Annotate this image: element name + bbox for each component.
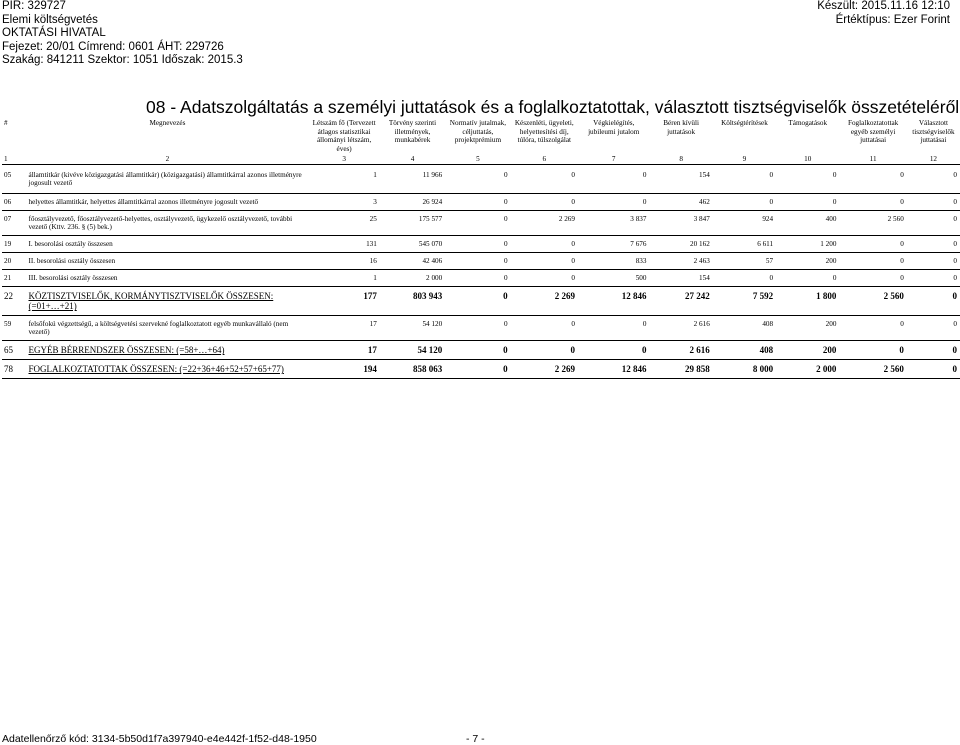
row-value: 0	[839, 165, 906, 194]
row-value: 200	[776, 316, 839, 341]
col-header: Végkielégítés, jubileumi jutalom	[588, 119, 640, 136]
row-id: 06	[2, 194, 27, 211]
col-header: Foglalkoztatottak egyéb személyi juttatásai	[847, 119, 899, 145]
row-id: 59	[2, 316, 27, 341]
row-value: 0	[907, 194, 960, 211]
row-name: KÖZTISZTVISELŐK, KORMÁNYTISZTVISELŐK ÖSSZESEN: (=01+…+21)	[27, 287, 309, 316]
col-number: 3	[308, 154, 379, 165]
row-value: 0	[445, 287, 510, 316]
header-left	[2, 0, 243, 68]
row-id: 20	[2, 253, 27, 270]
row-value: 27 242	[649, 287, 712, 316]
column-number-row	[2, 154, 960, 165]
row-id: 19	[2, 236, 27, 253]
row-value: 803 943	[380, 287, 445, 316]
row-value: 0	[839, 341, 906, 360]
report-table	[2, 118, 960, 379]
row-name: III. besorolási osztály összesen	[27, 270, 309, 287]
table-row	[2, 341, 960, 360]
row-value: 17	[308, 316, 379, 341]
row-value: 924	[713, 211, 776, 236]
col-number: 4	[380, 154, 445, 165]
row-value: 7 676	[578, 236, 649, 253]
row-value: 16	[308, 253, 379, 270]
row-value: 7 592	[713, 287, 776, 316]
col-header: Törvény szerinti illetmények, munkabérek	[388, 119, 437, 145]
table-row	[2, 165, 960, 194]
row-value: 0	[578, 316, 649, 341]
col-number: 8	[649, 154, 712, 165]
row-value: 0	[578, 194, 649, 211]
row-value: 0	[445, 360, 510, 379]
col-number: 9	[713, 154, 776, 165]
row-name: államtitkár (kivéve közigazgatási államtitkár) (közigazgatási) államtitkárral azonos illetményre jogosult vezető	[27, 165, 309, 194]
row-value: 0	[776, 270, 839, 287]
row-value: 2 000	[776, 360, 839, 379]
row-id: 65	[2, 341, 27, 360]
report-title: 08 - Adatszolgáltatás a személyi juttatások és a foglalkoztatottak, választott tisztségviselők összetételéről	[146, 97, 960, 117]
col-number: 10	[776, 154, 839, 165]
row-value: 1	[308, 270, 379, 287]
row-value: 0	[839, 253, 906, 270]
row-value: 131	[308, 236, 379, 253]
row-value: 11 966	[380, 165, 445, 194]
col-number: 11	[839, 154, 906, 165]
row-value: 12 846	[578, 360, 649, 379]
column-header-row	[2, 118, 960, 154]
table-row	[2, 360, 960, 379]
row-name: felsőfokú végzettségű, a költségvetési szervekné foglalkoztatott egyéb munkavállaló (nem vezető)	[27, 316, 309, 341]
row-value: 3	[308, 194, 379, 211]
budget-type: Elemi költségvetés	[2, 13, 98, 26]
row-value: 194	[308, 360, 379, 379]
row-value: 3 847	[649, 211, 712, 236]
table-row	[2, 194, 960, 211]
row-name: EGYÉB BÉRRENDSZER ÖSSZESEN: (=58+…+64)	[27, 341, 309, 360]
table-row	[2, 236, 960, 253]
table-row	[2, 287, 960, 316]
row-id: 07	[2, 211, 27, 236]
col-header: Támogatások	[788, 119, 828, 127]
row-value: 0	[511, 253, 578, 270]
sector-line: Szakág: 841211 Szektor: 1051 Időszak: 2015.3	[2, 54, 243, 67]
row-value: 0	[445, 165, 510, 194]
row-value: 0	[839, 194, 906, 211]
row-value: 0	[839, 236, 906, 253]
row-name: FOGLALKOZTATOTTAK ÖSSZESEN: (=22+36+46+52+57+65+77)	[27, 360, 309, 379]
row-value: 0	[445, 211, 510, 236]
row-value: 0	[907, 236, 960, 253]
row-value: 400	[776, 211, 839, 236]
row-value: 500	[578, 270, 649, 287]
row-id: 22	[2, 287, 27, 316]
row-value: 2 269	[511, 287, 578, 316]
row-value: 8 000	[713, 360, 776, 379]
row-value: 545 070	[380, 236, 445, 253]
row-value: 0	[511, 236, 578, 253]
row-value: 17	[308, 341, 379, 360]
row-value: 0	[907, 270, 960, 287]
row-value: 408	[713, 316, 776, 341]
row-value: 2 616	[649, 316, 712, 341]
row-value: 0	[578, 341, 649, 360]
row-value: 12 846	[578, 287, 649, 316]
row-value: 2 463	[649, 253, 712, 270]
row-value: 0	[511, 194, 578, 211]
row-name: II. besorolási osztály összesen	[27, 253, 309, 270]
row-value: 0	[907, 287, 960, 316]
value-type: Értéktípus: Ezer Forint	[835, 13, 950, 26]
row-value: 0	[445, 341, 510, 360]
col-number: 2	[27, 154, 309, 165]
page-number: - 7 -	[466, 733, 485, 745]
row-value: 408	[713, 341, 776, 360]
col-number: 6	[511, 154, 578, 165]
row-value: 3 837	[578, 211, 649, 236]
row-value: 462	[649, 194, 712, 211]
row-value: 0	[445, 194, 510, 211]
col-header: Létszám fő (Tervezett átlagos statisztikai állományi létszám, éves)	[312, 119, 376, 153]
row-value: 0	[511, 165, 578, 194]
col-header: Megnevezés	[149, 119, 186, 127]
row-value: 175 577	[380, 211, 445, 236]
row-value: 177	[308, 287, 379, 316]
row-value: 2 269	[511, 211, 578, 236]
created-date: Készült: 2015.11.16 12:10	[817, 0, 950, 12]
verification-code: Adatellenőrző kód: 3134-5b50d1f7a397940-e4e442f-1f52-d48-1950	[2, 733, 317, 745]
row-id: 21	[2, 270, 27, 287]
row-value: 54 120	[380, 341, 445, 360]
row-value: 0	[907, 360, 960, 379]
row-value: 0	[445, 270, 510, 287]
row-value: 2 560	[839, 287, 906, 316]
row-value: 0	[713, 165, 776, 194]
col-number: 7	[578, 154, 649, 165]
row-name: I. besorolási osztály összesen	[27, 236, 309, 253]
row-value: 0	[907, 341, 960, 360]
row-value: 42 406	[380, 253, 445, 270]
header-right	[817, 0, 950, 27]
row-value: 25	[308, 211, 379, 236]
row-value: 0	[578, 165, 649, 194]
row-value: 0	[445, 253, 510, 270]
row-value: 1 200	[776, 236, 839, 253]
row-value: 2 269	[511, 360, 578, 379]
row-value: 200	[776, 253, 839, 270]
row-value: 29 858	[649, 360, 712, 379]
table-row	[2, 316, 960, 341]
row-value: 0	[713, 194, 776, 211]
row-value: 154	[649, 270, 712, 287]
row-value: 0	[511, 270, 578, 287]
pir-line: PIR: 329727	[2, 0, 66, 12]
row-value: 0	[907, 316, 960, 341]
row-value: 2 616	[649, 341, 712, 360]
row-value: 0	[713, 270, 776, 287]
col-header: Választott tisztségviselők juttatásai	[912, 119, 955, 145]
row-value: 54 120	[380, 316, 445, 341]
row-value: 26 924	[380, 194, 445, 211]
row-value: 0	[839, 316, 906, 341]
row-name: helyettes államtitkár, helyettes államtitkárral azonos illetményre jogosult vezető	[27, 194, 309, 211]
row-value: 858 063	[380, 360, 445, 379]
row-id: 78	[2, 360, 27, 379]
row-value: 0	[907, 211, 960, 236]
table-row	[2, 211, 960, 236]
row-value: 0	[907, 253, 960, 270]
row-id: 05	[2, 165, 27, 194]
table-row	[2, 253, 960, 270]
row-value: 20 162	[649, 236, 712, 253]
row-value: 0	[511, 341, 578, 360]
row-value: 57	[713, 253, 776, 270]
row-value: 0	[907, 165, 960, 194]
col-header: Normatív jutalmak, céljuttatás, projektprémium	[449, 119, 507, 145]
row-value: 154	[649, 165, 712, 194]
col-number: 5	[445, 154, 510, 165]
row-value: 0	[776, 165, 839, 194]
col-header: #	[4, 119, 8, 127]
row-value: 0	[445, 316, 510, 341]
row-value: 6 611	[713, 236, 776, 253]
row-name: főosztályvezető, főosztályvezető-helyettes, osztályvezető, ügykezelő osztályvezető, további vezető (Kttv. 236. § (5) bek.)	[27, 211, 309, 236]
table-row	[2, 270, 960, 287]
row-value: 0	[839, 270, 906, 287]
row-value: 833	[578, 253, 649, 270]
col-number: 1	[2, 154, 27, 165]
row-value: 0	[511, 316, 578, 341]
col-header: Készenléti, ügyeleti, helyettesítési díj, túlóra, túlszolgálat	[514, 119, 574, 145]
col-number: 12	[907, 154, 960, 165]
row-value: 200	[776, 341, 839, 360]
row-value: 0	[445, 236, 510, 253]
chapter-line: Fejezet: 20/01 Címrend: 0601 ÁHT: 229726	[2, 40, 224, 53]
col-header: Béren kívüli juttatások	[663, 119, 699, 136]
row-value: 2 560	[839, 211, 906, 236]
row-value: 2 000	[380, 270, 445, 287]
col-header: Költségtérítések	[721, 119, 768, 127]
row-value: 2 560	[839, 360, 906, 379]
row-value: 1	[308, 165, 379, 194]
row-value: 0	[776, 194, 839, 211]
row-value: 1 800	[776, 287, 839, 316]
institution-name: OKTATÁSI HIVATAL	[2, 27, 106, 40]
